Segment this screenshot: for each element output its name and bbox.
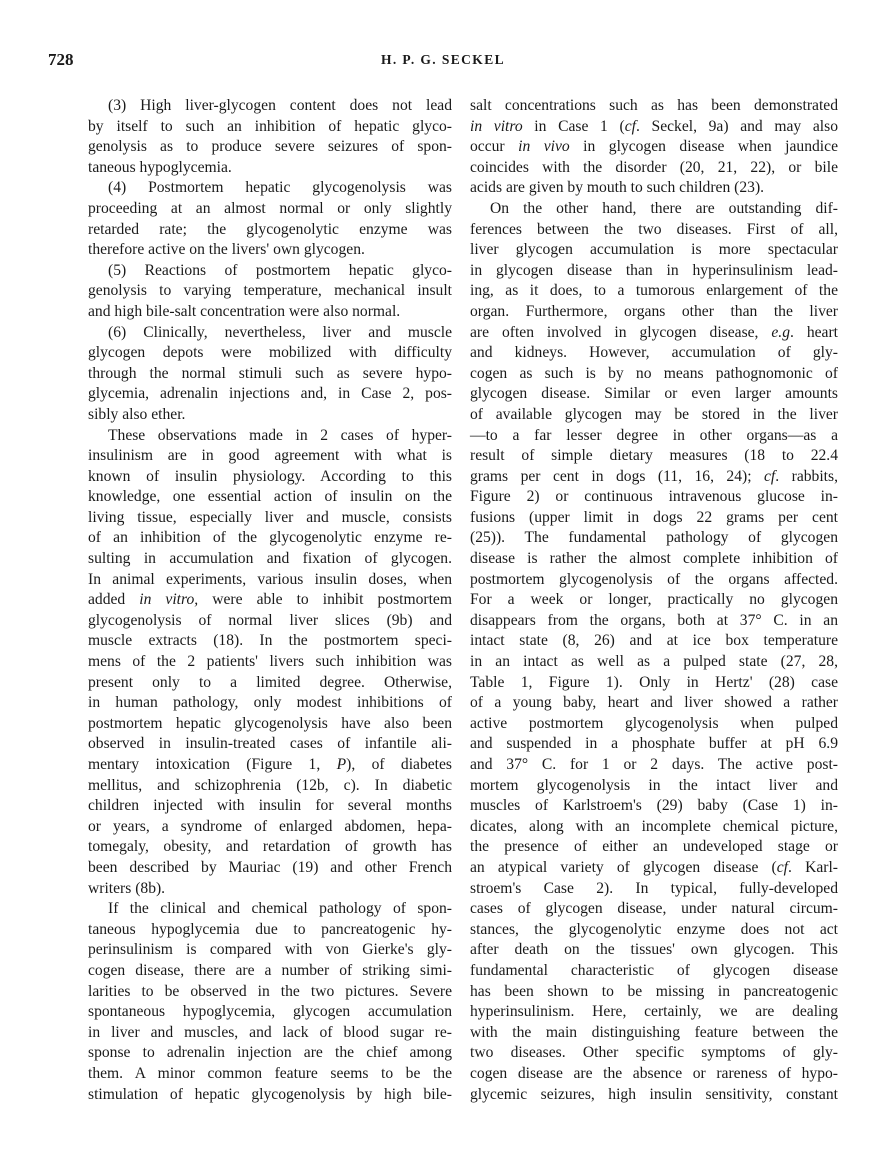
text-line: disease is rather the almost complete inhibition of (470, 550, 838, 568)
text-line: stimulation of hepatic glycogenolysis by high bile- (88, 1085, 452, 1103)
text-line: mentary intoxication (Figure 1, P), of diabetes (88, 756, 452, 773)
italic-text: cf (624, 117, 636, 135)
text-line: genolysis to varying temperature, mechanical insult (88, 282, 452, 300)
paragraph (88, 426, 452, 900)
text-line: mens of the 2 patients' livers such inhibition was (88, 653, 452, 671)
text-line: acids are given by mouth to such children (23). (470, 179, 765, 197)
text-line: with the main distinguishing feature between the (470, 1023, 838, 1041)
text-line: On the other hand, there are outstanding dif- (490, 199, 838, 217)
text-line: after death on the tissues' own glycogen. This (470, 941, 838, 959)
italic-text: cf (764, 467, 776, 485)
text-line: living tissue, especially liver and muscle, consists (88, 508, 452, 526)
text-line: postmortem hepatic glycogenolysis have also been (88, 714, 452, 732)
text-line: ing, as it does, to a tumorous enlargement of the (470, 282, 838, 300)
italic-text: in vitro (470, 117, 523, 135)
running-head-author: H. P. G. SECKEL (380, 52, 506, 67)
text-line: postmortem glycogenolysis of the organs affected. (470, 570, 838, 588)
text-line: and 37° C. for 1 or 2 days. The active post- (470, 756, 838, 773)
text-line: cogen disease are the absence or rareness of hypo- (470, 1064, 838, 1082)
text-line: (4) Postmortem hepatic glycogenolysis was (108, 179, 452, 197)
text-line: stances, the glycogenolytic enzyme does not act (470, 920, 838, 938)
text-line: fusions (upper limit in dogs 22 grams per cent (470, 508, 838, 526)
text-line: stroem's Case 2). In typical, fully-developed (470, 879, 838, 897)
text-line: glycemic seizures, high insulin sensitivity, constant (470, 1085, 838, 1103)
text-line: spontaneous hypoglycemia, glycogen accumulation (88, 1003, 452, 1021)
text-line: active postmortem glycogenolysis when pulped (470, 714, 838, 732)
text-line: In animal experiments, various insulin doses, when (88, 570, 452, 588)
text-line: of a young baby, heart and liver showed a rather (470, 694, 838, 712)
text-line: retarded rate; the glycogenolytic enzyme was (88, 220, 452, 238)
text-line: are often involved in glycogen disease, e.g. heart (470, 323, 838, 341)
text-line: intact state (8, 26) and at ice box temperature (470, 632, 838, 650)
text-line: present only to a limited degree. Otherwise, (88, 673, 452, 691)
text-line: disappears from the organs, both at 37° C. in an (470, 611, 838, 629)
paragraph (470, 96, 838, 199)
text-line: genolysis as to produce severe seizures of spon- (88, 138, 452, 156)
text-line: in human pathology, only modest inhibitions of (88, 694, 452, 712)
left-column (88, 96, 452, 1105)
text-line: mellitus, and schizophrenia (12b, c). In diabetic (88, 776, 452, 794)
right-column (470, 96, 838, 1105)
paragraph (88, 261, 452, 323)
text-line: two diseases. Other specific symptoms of gly- (470, 1044, 838, 1062)
text-line: result of simple dietary measures (18 to 22.4 (470, 447, 838, 465)
italic-text: P (336, 756, 347, 773)
text-line: or years, a syndrome of enlarged abdomen, hepa- (88, 817, 452, 835)
text-line: in glycogen disease than in hyperinsulinism lead- (470, 261, 838, 279)
text-line: glycogenolysis of normal liver slices (9b) and (88, 611, 452, 629)
text-line: glycogen disease. Similar or even larger amounts (470, 385, 838, 403)
text-line: in vitro in Case 1 (cf. Seckel, 9a) and may also (470, 117, 838, 135)
text-line: (25)). The fundamental pathology of glycogen (470, 529, 838, 547)
text-line: dicates, along with an incomplete chemical picture, (470, 817, 838, 835)
text-line: and suspended in a phosphate buffer at pH 6.9 (470, 735, 838, 753)
text-line: insulinism are in good agreement with what is (88, 447, 452, 465)
italic-text: cf (776, 858, 789, 876)
text-line: If the clinical and chemical pathology of spon- (108, 900, 452, 918)
text-line: salt concentrations such as has been demonstrated (470, 97, 838, 114)
paragraph (88, 323, 452, 426)
text-line: observed in insulin-treated cases of infantile ali- (88, 735, 452, 753)
text-line: larities to be observed in the two pictures. Severe (88, 982, 452, 1000)
text-line: mortem glycogenolysis in the intact liver and (470, 776, 838, 794)
text-line: of available glycogen may be stored in the liver (470, 405, 838, 423)
text-line: children injected with insulin for several months (88, 797, 452, 815)
text-line: in an intact as well as a pulped state (27, 28, (470, 653, 838, 671)
text-line: sponse to adrenalin injection are the chief among (88, 1044, 452, 1062)
text-line: For a week or longer, practically no glycogen (470, 591, 838, 609)
text-line: taneous hypoglycemia due to pancreatogenic hy- (88, 920, 452, 938)
text-line: and high bile-salt concentration were also normal. (88, 302, 401, 320)
text-line: an atypical variety of glycogen disease (cf. Karl- (470, 858, 838, 876)
text-line: glycemia, adrenalin injections and, in Case 2, pos- (88, 385, 452, 403)
paragraph (470, 199, 838, 1105)
text-line: in liver and muscles, and lack of blood sugar re- (88, 1023, 452, 1041)
text-line: tomegaly, obesity, and retardation of growth has (88, 838, 452, 856)
text-line: grams per cent in dogs (11, 16, 24); cf. rabbits, (470, 467, 838, 485)
text-line: hyperinsulinism. Here, certainly, we are dealing (470, 1003, 838, 1021)
text-line: glycogen depots were mobilized with difficulty (88, 344, 452, 362)
text-line: ferences between the two diseases. First of all, (470, 220, 838, 238)
text-line: muscles of Karlstroem's (29) baby (Case 1) in- (470, 797, 838, 815)
text-line: by itself to such an inhibition of hepatic glyco- (88, 117, 452, 135)
text-line: sibly also ether. (88, 405, 186, 423)
text-line: cogen as such is by no means pathognomonic of (470, 364, 838, 382)
text-line: them. A minor common feature seems to be the (88, 1064, 452, 1082)
text-line: known of insulin physiology. According to this (88, 467, 452, 485)
text-line: (6) Clinically, nevertheless, liver and muscle (108, 323, 452, 341)
paragraph (88, 899, 452, 1105)
italic-text: e.g (771, 323, 790, 341)
paragraph (88, 178, 452, 260)
text-line: (3) High liver-glycogen content does not lead (108, 97, 452, 114)
italic-text: in vitro, (139, 591, 199, 609)
text-line: muscle extracts (18). In the postmortem speci- (88, 632, 452, 650)
page-number: 728 (48, 50, 74, 69)
text-line: and kidneys. However, accumulation of gly- (470, 344, 838, 362)
text-line: knowledge, one essential action of insulin on the (88, 488, 452, 506)
text-line: Table 1, Figure 1). Only in Hertz' (28) case (470, 673, 838, 691)
text-line: occur in vivo in glycogen disease when jaundice (470, 138, 838, 156)
text-line: been described by Mauriac (19) and other French (88, 858, 452, 876)
text-line: through the normal stimuli such as severe hypo- (88, 364, 452, 382)
text-line: taneous hypoglycemia. (88, 158, 232, 176)
text-line: the presence of either an undeveloped stage or (470, 838, 838, 856)
text-line: liver glycogen accumulation is more spectacular (470, 241, 838, 259)
text-line: sulting in accumulation and fixation of glycogen. (88, 550, 452, 568)
text-line: has been shown to be missing in pancreatogenic (470, 982, 838, 1000)
running-head (48, 50, 838, 72)
text-line: writers (8b). (88, 879, 166, 897)
text-line: coincides with the disorder (20, 21, 22), or bile (470, 158, 838, 176)
text-line: added in vitro, were able to inhibit postmortem (88, 591, 452, 609)
text-line: cogen disease, there are a number of striking simi- (88, 961, 452, 979)
text-line: cases of glycogen disease, under natural circum- (470, 900, 838, 918)
text-line: of an inhibition of the glycogenolytic enzyme re- (88, 529, 452, 547)
italic-text: in vivo (518, 138, 570, 156)
text-line: therefore active on the livers' own glycogen. (88, 241, 365, 259)
text-line: —to a far lesser degree in other organs—as a (470, 426, 838, 444)
text-line: (5) Reactions of postmortem hepatic glyco- (108, 261, 452, 279)
text-line: fundamental characteristic of glycogen disease (470, 961, 838, 979)
paragraph (88, 96, 452, 178)
text-line: proceeding at an almost normal or only slightly (88, 199, 452, 217)
text-line: perinsulinism is compared with von Gierke's gly- (88, 941, 452, 959)
text-line: Figure 2) or continuous intravenous glucose in- (470, 488, 838, 506)
text-line: organ. Furthermore, organs other than the liver (470, 302, 838, 320)
text-line: These observations made in 2 cases of hyper- (108, 426, 452, 444)
